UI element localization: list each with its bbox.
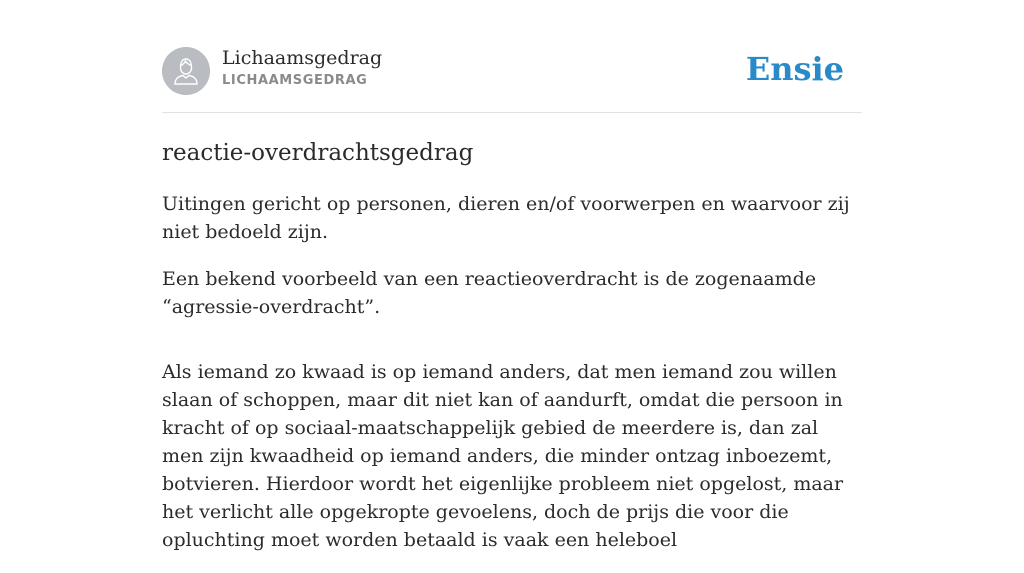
entry-content <box>162 190 862 573</box>
brand-logo[interactable]: Ensie <box>745 50 844 88</box>
entry-paragraph: Een bekend voorbeeld van een reactieoverdracht is de zogenaamde “agressie-overdracht”. <box>162 268 817 318</box>
entry-title: reactie-overdrachtsgedrag <box>162 140 474 166</box>
author-name[interactable]: Lichaamsgedrag <box>222 47 383 69</box>
author-info <box>222 45 382 91</box>
entry-paragraph: Als iemand zo kwaad is op iemand anders, dat men iemand zou willen slaan of schoppen, maar dit niet kan of aandurft, omdat die persoon in kracht of op sociaal-maatschappelijk gebied de meerdere is, dan zal men zijn kwaadheid op iemand anders, die minder ontzag inboezemt, botvieren. Hierdoor wordt het eigenlijke probleem niet opgelost, maar het verlicht alle opgekropte gevoelens, doch de prijs die voor die opluchting moet worden betaald is vaak een heleboel <box>162 361 844 551</box>
user-icon <box>162 47 210 95</box>
entry-header <box>162 0 862 113</box>
page-container <box>162 0 862 551</box>
author-avatar[interactable] <box>162 47 210 95</box>
entry-paragraph: Uitingen gericht op personen, dieren en/of voorwerpen en waarvoor zij niet bedoeld zijn. <box>162 193 850 243</box>
author-category[interactable]: LICHAAMSGEDRAG <box>222 73 368 88</box>
